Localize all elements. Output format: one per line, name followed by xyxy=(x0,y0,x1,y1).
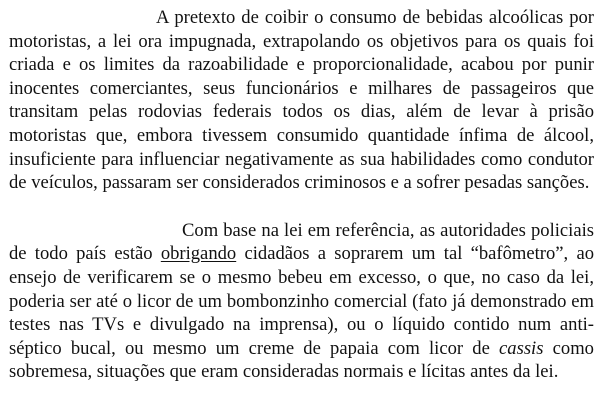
paragraph-1: A pretexto de coibir o consumo de bebidas alcoólicas por motoristas, a lei ora impugnada, extrapolando os objetivos para os quais foi criada e os limites da razoabilidade e proporcionalidade, acabou por punir inocentes comerciantes, seus funcionários e milhares de passageiros que transitam pelas rodovias federais todos os dias, além de levar à prisão motoristas que, embora tivessem consumido quantidade ínfima de álcool, insuficiente para influenciar negativamente as sua habilidades como condutor de veículos, passaram ser considerados criminosos e a sofrer pesadas sanções. xyxy=(9,7,594,194)
paragraph-2-text-b: cidadãos a soprarem um tal “bafômetro”, ao ensejo de verificarem se o mesmo bebeu em excesso, o que, no caso da lei, poderia ser até o licor de um bombonzinho comercial (fato já demonstrado em testes nas TVs e divulgado na imprensa), ou o líquido contido num anti-séptico bucal, ou mesmo um creme de papaia com licor de xyxy=(9,243,594,359)
paragraph-2 xyxy=(9,219,594,384)
italic-word: cassis xyxy=(499,337,544,359)
document-body xyxy=(9,6,594,384)
paragraph-2-text-a: Com base na lei em referência, as autoridades policiais de todo país estão xyxy=(9,219,594,265)
underlined-word: obrigando xyxy=(160,243,237,265)
paragraph-gap xyxy=(9,195,594,219)
paragraph-2-text-c: como sobremesa, situações que eram consideradas normais e lícitas antes da lei. xyxy=(9,337,594,383)
